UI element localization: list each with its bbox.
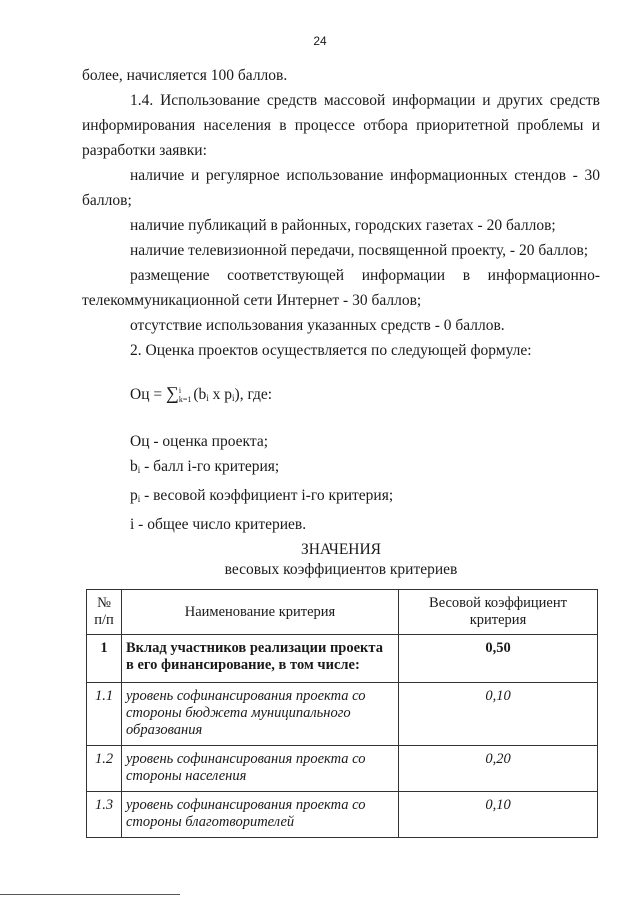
definition-p bbox=[82, 483, 600, 512]
definition-text: i - общее число критериев. bbox=[130, 516, 307, 533]
page-number: 24 bbox=[313, 34, 327, 48]
paragraph-continuation: более, начисляется 100 баллов. bbox=[82, 67, 288, 84]
paragraph-section-1-4: 1.4. Использование средств массовой информации и других средств информирования населения в процессе отбора приоритетной проблемы и разработки заявки: bbox=[82, 92, 600, 159]
paragraph-formula-intro: 2. Оценка проектов осуществляется по следующей формуле: bbox=[130, 342, 532, 359]
table-row bbox=[87, 792, 598, 838]
definition-text: Оц - оценка проекта; bbox=[130, 433, 269, 450]
definition-b bbox=[82, 454, 600, 483]
cell-name: Вклад участников реализации проекта в его финансирование, в том числе: bbox=[122, 635, 399, 683]
cell-num: 1 bbox=[87, 635, 122, 683]
cell-name: уровень софинансирования проекта со стороны бюджета муниципального образования bbox=[122, 683, 399, 746]
cell-weight: 0,10 bbox=[399, 683, 598, 746]
cell-weight: 0,20 bbox=[399, 746, 598, 792]
sum-lower: k=1 bbox=[178, 395, 192, 405]
paragraph-info-stands: наличие и регулярное использование информационных стендов - 30 баллов; bbox=[82, 167, 600, 209]
definition-sub: i bbox=[137, 494, 141, 504]
cell-weight: 0,10 bbox=[399, 792, 598, 838]
table-title-line1: ЗНАЧЕНИЯ bbox=[300, 541, 382, 558]
definition-i bbox=[82, 512, 600, 537]
definition-symbol: b bbox=[130, 458, 138, 475]
table-row bbox=[87, 635, 598, 683]
sum-symbol-icon: ∑ bbox=[165, 383, 179, 403]
cell-weight: 0,50 bbox=[399, 635, 598, 683]
paragraph-internet: размещение соответствующей информации в информационно-телекоммуникационной сети Интернет - 30 баллов; bbox=[82, 267, 600, 309]
cell-num: 1.3 bbox=[87, 792, 122, 838]
formula-open: (b bbox=[193, 386, 207, 403]
formula-lhs: Оц = bbox=[130, 386, 166, 403]
cell-num: 1.2 bbox=[87, 746, 122, 792]
formula-p-sub: i bbox=[232, 393, 235, 403]
header-num: № п/п bbox=[87, 590, 122, 635]
formula-mid: x p bbox=[208, 386, 233, 403]
formula bbox=[82, 381, 600, 411]
definition-text: - весовой коэффициент i-го критерия; bbox=[140, 487, 394, 504]
criteria-weights-table bbox=[86, 589, 598, 838]
document-body bbox=[82, 63, 600, 537]
paragraph-newspapers: наличие публикаций в районных, городских газетах - 20 баллов; bbox=[130, 217, 556, 234]
sum-upper: i bbox=[178, 386, 182, 396]
definition-oc bbox=[82, 429, 600, 454]
paragraph-no-media: отсутствие использования указанных средств - 0 баллов. bbox=[130, 317, 505, 334]
header-name: Наименование критерия bbox=[122, 590, 399, 635]
table-row bbox=[87, 683, 598, 746]
definition-sub: i bbox=[137, 465, 141, 475]
definition-symbol: p bbox=[130, 487, 138, 504]
table-row bbox=[87, 746, 598, 792]
cell-name: уровень софинансирования проекта со стороны населения bbox=[122, 746, 399, 792]
paragraph-tv: наличие телевизионной передачи, посвященной проекту, - 20 баллов; bbox=[130, 242, 589, 259]
formula-b-sub: i bbox=[206, 393, 209, 403]
sum-limits bbox=[179, 386, 192, 404]
table-title-line2: весовых коэффициентов критериев bbox=[224, 561, 458, 578]
formula-close: ), где: bbox=[234, 386, 273, 403]
cell-name: уровень софинансирования проекта со стороны благотворителей bbox=[122, 792, 399, 838]
header-weight: Весовой коэффициент критерия bbox=[399, 590, 598, 635]
cell-num: 1.1 bbox=[87, 683, 122, 746]
scan-edge-line bbox=[0, 894, 180, 895]
table-title bbox=[82, 540, 600, 580]
definition-text: - балл i-го критерия; bbox=[140, 458, 280, 475]
table-header-row bbox=[87, 590, 598, 635]
